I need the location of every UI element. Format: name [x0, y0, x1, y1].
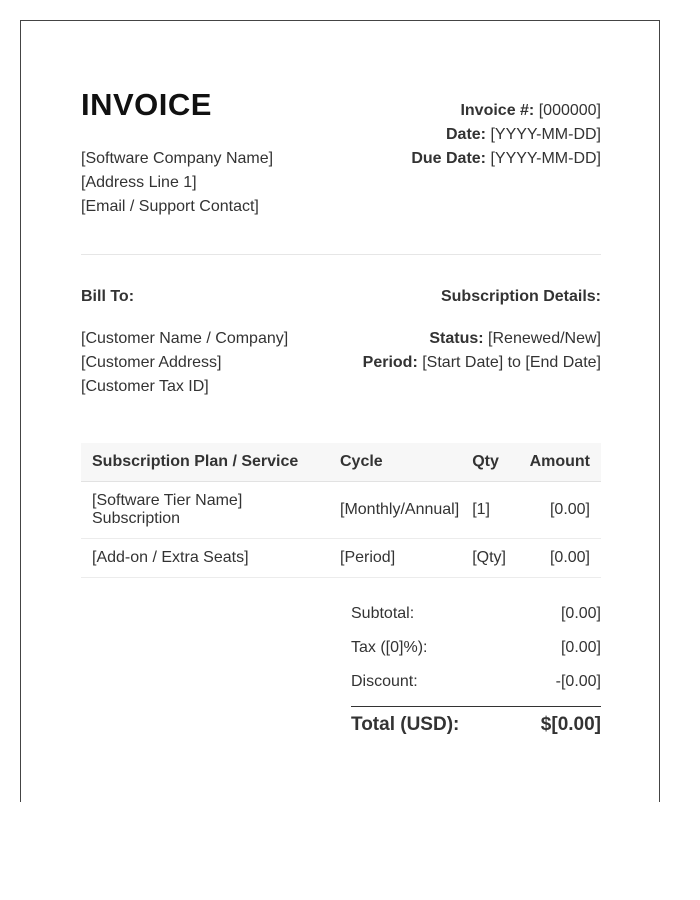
plan-cell	[81, 482, 327, 539]
plan-cell: [Add-on / Extra Seats]	[81, 539, 327, 578]
invoice-number-label: Invoice #:	[460, 102, 535, 119]
tax-row	[351, 638, 601, 672]
header-amount: Amount	[512, 443, 601, 482]
totals-block	[351, 604, 601, 736]
subtotal-row	[351, 604, 601, 638]
bill-to-info	[81, 327, 288, 399]
bill-to-heading: Bill To:	[81, 288, 135, 305]
period-label: Period:	[362, 354, 418, 371]
plan-name-line1: [Software Tier Name]	[92, 492, 243, 509]
company-contact: [Email / Support Contact]	[81, 198, 259, 215]
company-address: [Address Line 1]	[81, 174, 197, 191]
amount-cell: [0.00]	[512, 539, 601, 578]
invoice-meta	[411, 99, 601, 171]
plan-name-line2: Subscription	[92, 510, 181, 527]
qty-cell: [1]	[459, 482, 512, 539]
table-header-row	[81, 443, 601, 482]
subtotal-value: [0.00]	[560, 605, 601, 622]
header-plan: Subscription Plan / Service	[81, 443, 327, 482]
discount-row	[351, 672, 601, 706]
invoice-due-label: Due Date:	[411, 150, 487, 167]
customer-address: [Customer Address]	[81, 354, 222, 371]
invoice-date-row	[411, 123, 601, 147]
invoice-page	[20, 20, 660, 802]
subtotal-label: Subtotal:	[351, 605, 415, 622]
total-value: $[0.00]	[540, 714, 601, 735]
total-label: Total (USD):	[351, 714, 460, 735]
invoice-number-value: [000000]	[538, 102, 601, 119]
qty-cell: [Qty]	[459, 539, 512, 578]
subscription-status-row	[363, 327, 601, 351]
invoice-number-row	[411, 99, 601, 123]
subscription-period-row	[363, 351, 601, 375]
header-cycle: Cycle	[327, 443, 459, 482]
customer-name: [Customer Name / Company]	[81, 330, 289, 347]
invoice-date-value: [YYYY-MM-DD]	[490, 126, 601, 143]
discount-label: Discount:	[351, 673, 418, 690]
discount-value: -[0.00]	[555, 673, 601, 690]
company-info	[81, 147, 273, 219]
invoice-title: INVOICE	[81, 87, 212, 122]
subscription-info	[363, 327, 601, 375]
tax-value: [0.00]	[560, 639, 601, 656]
cycle-cell: [Monthly/Annual]	[327, 482, 459, 539]
period-value: [Start Date] to [End Date]	[422, 354, 601, 371]
tax-label: Tax ([0]%):	[351, 639, 428, 656]
customer-tax-id: [Customer Tax ID]	[81, 378, 209, 395]
cycle-cell: [Period]	[327, 539, 459, 578]
table-row	[81, 539, 601, 578]
company-name: [Software Company Name]	[81, 150, 274, 167]
table-row	[81, 482, 601, 539]
line-items-table	[81, 443, 601, 578]
subscription-heading: Subscription Details:	[440, 288, 601, 305]
grand-total-row	[351, 714, 601, 736]
status-label: Status:	[429, 330, 484, 347]
total-divider	[351, 706, 601, 707]
header-qty: Qty	[459, 443, 512, 482]
amount-cell: [0.00]	[512, 482, 601, 539]
status-value: [Renewed/New]	[488, 330, 601, 347]
invoice-date-label: Date:	[446, 126, 487, 143]
invoice-due-value: [YYYY-MM-DD]	[490, 150, 601, 167]
header-divider	[81, 254, 601, 255]
invoice-due-row	[411, 147, 601, 171]
